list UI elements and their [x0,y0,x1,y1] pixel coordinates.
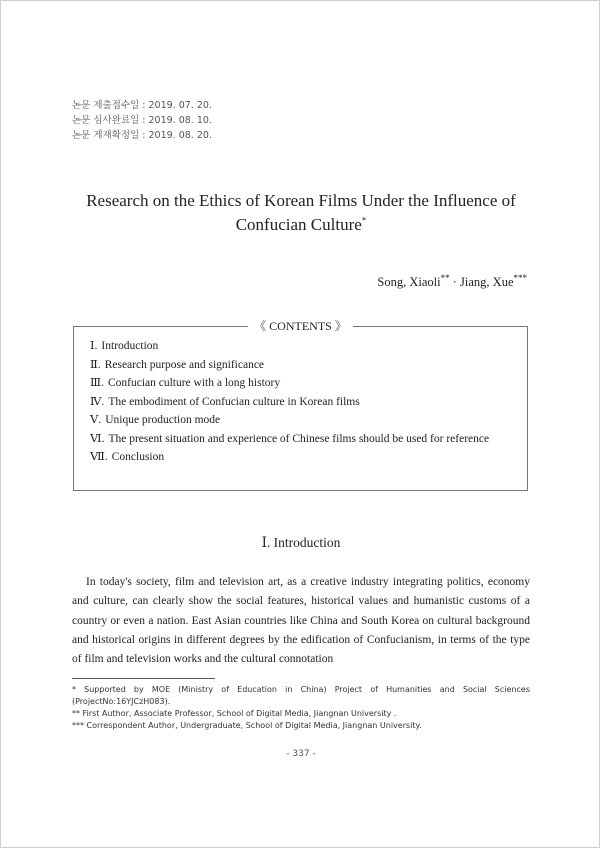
title-footnote-mark: * [361,215,367,226]
footnote-3: *** Correspondent Author, Undergraduate, School of Digital Media, Jiangnan University. [72,721,422,730]
toc-item-text: Confucian culture with a long history [107,377,281,389]
submission-dates [72,98,212,143]
contents-heading [74,319,527,333]
toc-item-number: Ⅱ. [90,358,101,371]
toc-item-text: The embodiment of Confucian culture in Korean films [108,395,360,408]
toc-item-text: Conclusion [111,451,165,463]
toc-item[interactable] [90,337,521,356]
author-first-mark: ** [440,272,450,283]
toc-item[interactable] [90,393,521,412]
section-heading: Ⅰ. Introduction [261,535,341,550]
toc-item-number: Ⅲ. [90,377,104,389]
toc-item-text: Research purpose and significance [104,358,265,371]
author-separator: · [452,275,457,289]
date-reviewed: 논문 심사완료일 : 2019. 08. 10. [72,115,212,126]
footnotes [72,684,530,732]
author-second-mark: *** [513,272,527,283]
toc-item[interactable] [90,430,521,449]
title-line-1: Research on the Ethics of Korean Films Under the Influence of [86,191,516,210]
toc-item-number: Ⅰ. [90,340,98,352]
toc-item-number: Ⅶ. [90,451,108,463]
date-accepted: 논문 게재확정일 : 2019. 08. 20. [72,130,212,141]
toc-item-text: Unique production mode [105,414,221,426]
page-number: - 337 - [286,749,316,759]
paper-title [41,189,561,237]
toc-item[interactable] [90,448,521,467]
toc-item-text: The present situation and experience of Chinese films should be used for reference [108,432,490,445]
author-second: Jiang, Xue [460,275,514,289]
toc-item-number: Ⅵ. [90,432,105,445]
toc-item-number: Ⅳ. [90,395,105,408]
title-line-2 [41,213,561,237]
toc-item[interactable] [90,356,521,375]
authors [377,272,527,290]
contents-heading-text: 《 CONTENTS 》 [248,319,353,333]
toc-item[interactable] [90,374,521,393]
toc-list [90,337,521,467]
body-paragraph: In today's society, film and television art, as a creative industry integrating politics, economy and culture, can clearly show the social features, historical values and humanistic customs of a country or even a nation. East Asian countries like China and South Korea on cultural background and historical origins in different degrees by the edification of Confucianism, in terms of the type of film and television works and the cultural connotation [72,576,530,666]
author-first: Song, Xiaoli [377,275,441,289]
toc-item-text: Introduction [101,340,159,352]
footnote-divider [72,678,215,679]
contents-box [73,319,528,491]
date-submitted: 논문 제출접수일 : 2019. 07. 20. [72,100,212,111]
title-line-2-text: Confucian Culture [235,215,362,234]
footnote-1: * Supported by MOE (Ministry of Education in China) Project of Humanities and Social Sciences (ProjectNo:16YJCzH083). [72,685,530,706]
toc-item[interactable] [90,411,521,430]
toc-item-number: Ⅴ. [90,414,102,426]
footnote-2: ** First Author, Associate Professor, School of Digital Media, Jiangnan University . [72,709,397,718]
